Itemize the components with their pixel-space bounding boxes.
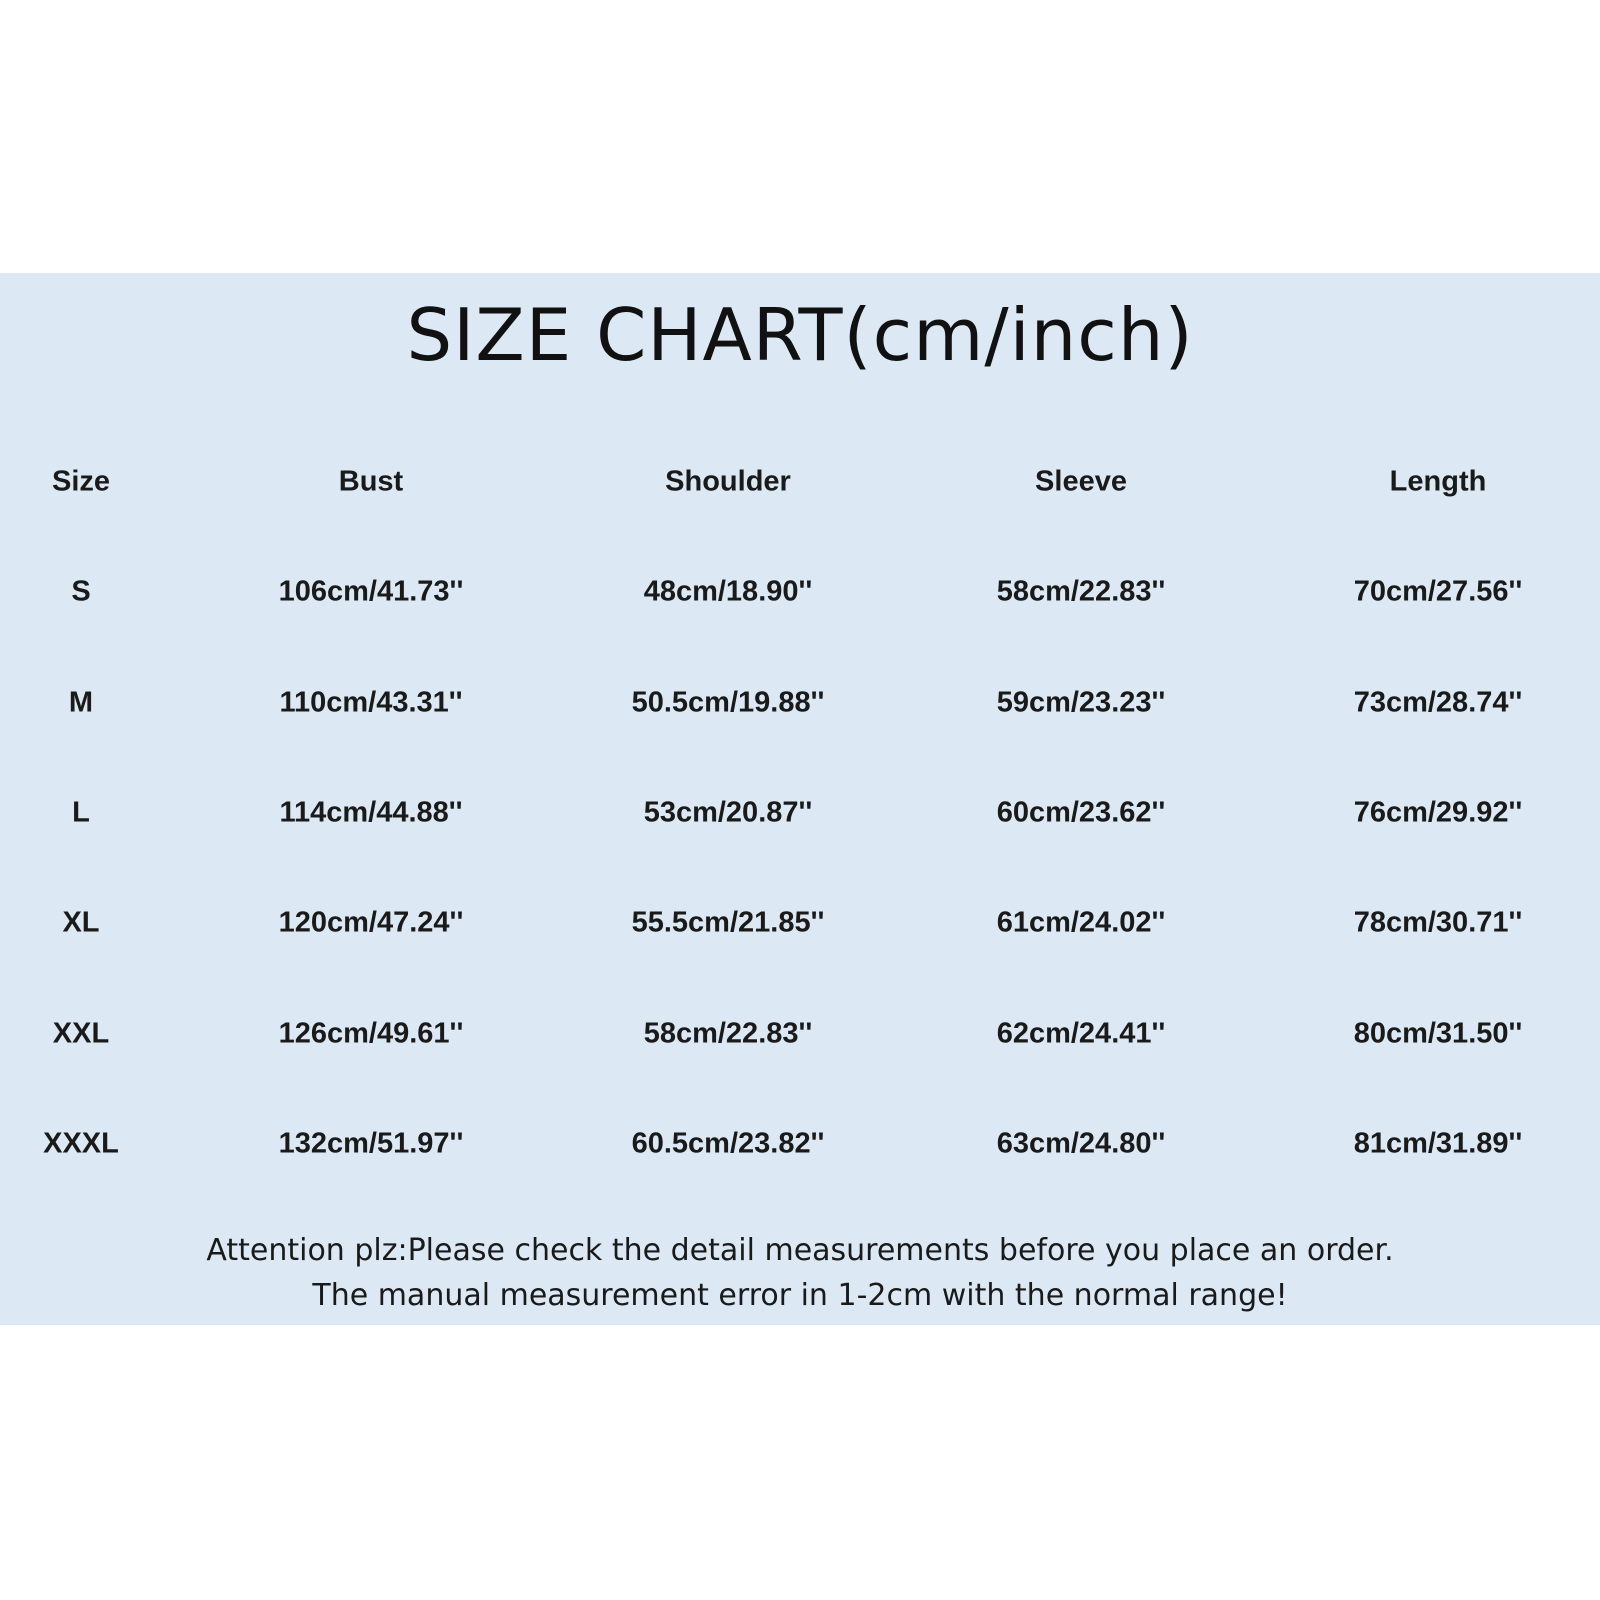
table-cell-sleeve: 61cm/24.02'': [996, 906, 1166, 939]
table-cell-sleeve: 63cm/24.80'': [996, 1127, 1166, 1160]
table-cell-size: L: [72, 796, 90, 829]
table-cell-length: 76cm/29.92'': [1353, 796, 1523, 829]
table-cell-length: 80cm/31.50'': [1353, 1017, 1523, 1050]
measurement-notes: [0, 1228, 1600, 1318]
table-header-size: Size: [51, 465, 111, 498]
table-cell-length: 73cm/28.74'': [1353, 686, 1523, 719]
table-cell-sleeve: 58cm/22.83'': [996, 575, 1166, 608]
table-header-bust: Bust: [338, 465, 404, 498]
page-title: SIZE CHART(cm/inch): [406, 293, 1194, 377]
table-cell-shoulder: 53cm/20.87'': [643, 796, 813, 829]
table-cell-shoulder: 58cm/22.83'': [643, 1017, 813, 1050]
table-cell-size: M: [68, 686, 94, 719]
table-cell-bust: 132cm/51.97'': [278, 1127, 464, 1160]
table-cell-bust: 126cm/49.61'': [278, 1017, 464, 1050]
table-cell-length: 81cm/31.89'': [1353, 1127, 1523, 1160]
table-cell-length: 78cm/30.71'': [1353, 906, 1523, 939]
table-cell-shoulder: 60.5cm/23.82'': [631, 1127, 825, 1160]
table-cell-size: S: [71, 575, 91, 608]
table-cell-bust: 106cm/41.73'': [278, 575, 464, 608]
table-cell-size: XXL: [52, 1017, 110, 1050]
table-cell-sleeve: 59cm/23.23'': [996, 686, 1166, 719]
table-cell-shoulder: 55.5cm/21.85'': [631, 906, 825, 939]
table-cell-size: XXXL: [43, 1127, 119, 1160]
table-cell-size: XL: [62, 906, 100, 939]
table-cell-sleeve: 62cm/24.41'': [996, 1017, 1166, 1050]
error-range-note: The manual measurement error in 1-2cm with the normal range!: [312, 1278, 1288, 1313]
table-header-shoulder: Shoulder: [665, 465, 791, 498]
table-header-sleeve: Sleeve: [1035, 465, 1127, 498]
table-cell-bust: 110cm/43.31'': [279, 686, 463, 719]
table-cell-sleeve: 60cm/23.62'': [996, 796, 1166, 829]
table-cell-bust: 120cm/47.24'': [278, 906, 464, 939]
table-cell-length: 70cm/27.56'': [1353, 575, 1523, 608]
attention-note: Attention plz:Please check the detail measurements before you place an order.: [206, 1233, 1394, 1268]
table-cell-bust: 114cm/44.88'': [279, 796, 463, 829]
table-cell-shoulder: 50.5cm/19.88'': [631, 686, 825, 719]
table-header-length: Length: [1389, 465, 1487, 498]
table-cell-shoulder: 48cm/18.90'': [643, 575, 813, 608]
